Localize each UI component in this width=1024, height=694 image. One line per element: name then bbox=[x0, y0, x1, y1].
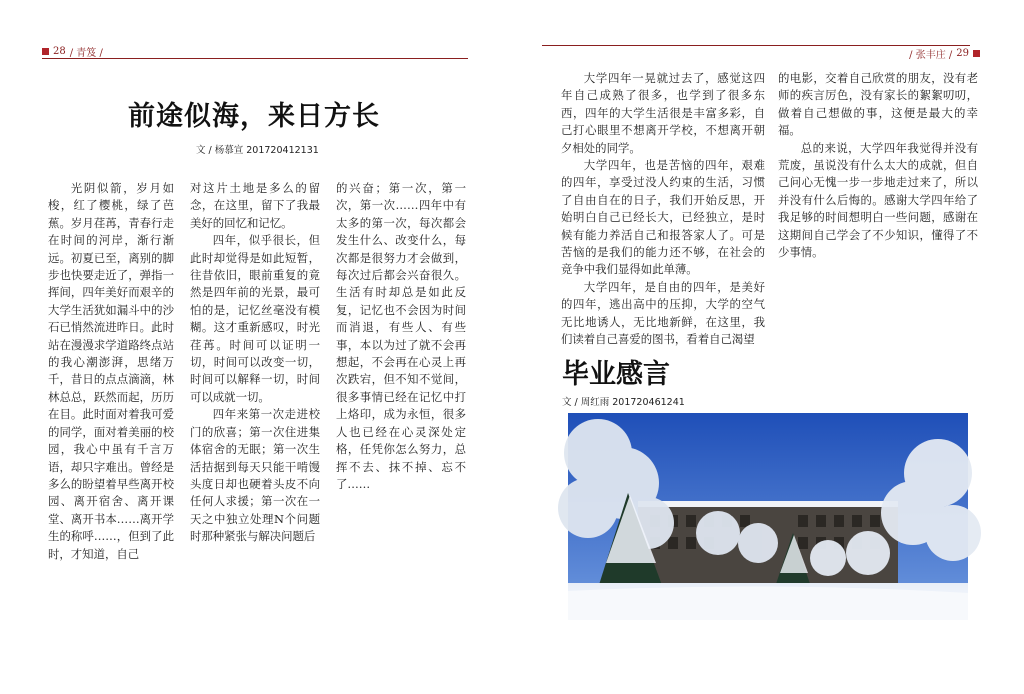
right-section-tag: / 张丰庄 / bbox=[909, 50, 953, 61]
snowy-campus-photo bbox=[568, 413, 968, 620]
paragraph: 大学四年，是自由的四年，是美好的四年，逃出高中的压抑，大学的空气无比地诱人，无比地新鲜，在这里，我们读着自己喜爱的图书，看着自己渴望 bbox=[561, 279, 765, 347]
left-page-header bbox=[42, 44, 103, 59]
right-column-1 bbox=[561, 70, 765, 347]
right-page-header bbox=[909, 46, 980, 61]
left-column-2 bbox=[190, 180, 320, 544]
page-marker-square bbox=[42, 48, 49, 55]
right-article-title: 毕业感言 bbox=[562, 359, 670, 390]
paragraph: 大学四年，也是苦恼的四年，艰难的四年，享受过没人约束的生活，习惯了自由自在的日子，我们开始反思，开始明白自己已经长大，已经独立，是时候有能力养活自己和报答家人了。可是苦恼的是我们的能力还不够，在社会的竞争中我们显得如此单薄。 bbox=[561, 158, 765, 277]
left-column-1 bbox=[48, 180, 174, 561]
paragraph: 的兴奋；第一次，第一次，第一次……四年中有太多的第一次，每次都会发生什么、改变什么，每次都是很努力才会做到，每次过后都会兴奋很久。生活有时却总是如此反复，记忆也不会因为时间而消退，有些人、有些事，本以为过了就不会再想起，不会再在心灵上再次跌宕，但不知不觉间，很多事情已经在记忆中打上烙印，成为永恒，很多人也已经在心灵深处定格，任凭你怎么努力，总挥不去、抹不掉、忘不了…… bbox=[336, 181, 466, 491]
left-page-number: 28 bbox=[53, 46, 66, 57]
left-header-rule bbox=[42, 58, 468, 59]
right-column-2 bbox=[778, 70, 978, 260]
left-article-title: 前途似海，来日方长 bbox=[128, 101, 380, 132]
paragraph: 的电影，交着自己欣赏的朋友，没有老师的疾言厉色，没有家长的絮絮叨叨，做着自己想做的事，这便是最大的幸福。 bbox=[778, 71, 978, 138]
paragraph: 总的来说，大学四年我觉得并没有荒废，虽说没有什么太大的成就，但自己问心无愧一步一步地走过来了，所以并没有什么后悔的。感谢大学四年给了我足够的时间想明白一些问题，感谢在这期间自己学会了不少知识，懂得了不少事情。 bbox=[778, 140, 978, 260]
right-header-rule bbox=[542, 45, 970, 46]
left-article-byline: 文 / 杨慕宣 201720412131 bbox=[196, 145, 319, 156]
left-section-tag: / 青笈 / bbox=[69, 48, 103, 59]
left-column-3 bbox=[336, 180, 466, 491]
paragraph: 大学四年一晃就过去了，感觉这四年自己成熟了很多，也学到了很多东西，四年的大学生活很是丰富多彩，自己打心眼里不想离开学校，不想离开朝夕相处的同学。 bbox=[561, 71, 765, 155]
paragraph: 对这片土地是多么的留念，在这里，留下了我最美好的回忆和记忆。 bbox=[190, 181, 320, 230]
right-page-number: 29 bbox=[956, 48, 969, 59]
page-marker-square bbox=[973, 50, 980, 57]
paragraph: 四年，似乎很长，但此时却觉得是如此短暂，往昔依旧，眼前重复的竟然是四年前的光景，最可怕的是，记忆丝毫没有模糊。这才重新感叹，时光荏苒。时间可以证明一切，时间可以改变一切，时间可以解释一切，时间可以成就一切。 bbox=[190, 233, 320, 404]
paragraph: 四年来第一次走进校门的欣喜；第一次住进集体宿舍的无眠；第一次生活拮据到每天只能干啃馒头度日却也硬着头皮不向任何人求援；第一次在一天之中独立处理N个问题时那种紧张与解决问题后 bbox=[190, 407, 320, 544]
paragraph: 光阴似箭，岁月如梭，红了樱桃，绿了芭蕉。岁月荏苒，青春行走在时间的河岸，渐行渐远。初夏已至，离别的脚步也快要走近了，弹指一挥间，四年美好而艰辛的大学生活犹如漏斗中的沙石已悄然流进昨日。此时站在漫漫求学道路终点站的我心潮澎湃，思绪万千，昔日的点点滴滴，林林总总，跃然而起，历历在目。此时面对着我可爱的同学，面对着美丽的校园，我心中虽有千言万语，却只字难出。曾经是多么的盼望着早些离开校园、离开宿舍、离开课堂、离开书本……离开学生的称呼……，但到了此时，才知道，自己 bbox=[48, 181, 174, 561]
right-article-byline: 文 / 周红雨 201720461241 bbox=[562, 397, 685, 408]
